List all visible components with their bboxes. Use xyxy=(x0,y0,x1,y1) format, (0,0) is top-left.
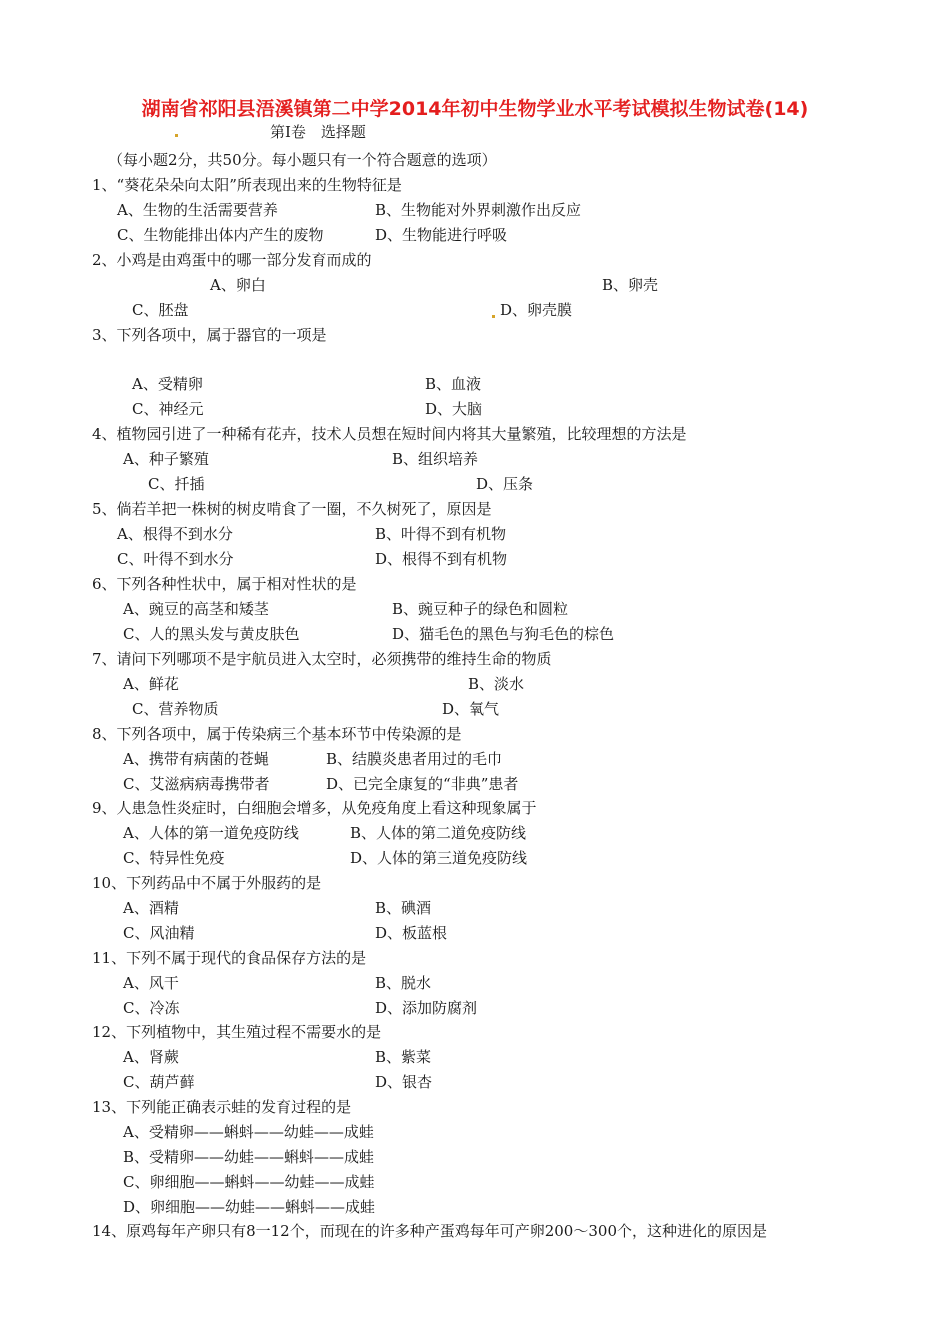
option: B、豌豆种子的绿色和圆粒 xyxy=(392,600,569,618)
question-stem: 2、小鸡是由鸡蛋中的哪一部分发育而成的 xyxy=(92,251,372,269)
option: D、根得不到有机物 xyxy=(375,550,508,568)
option: B、组织培养 xyxy=(392,450,479,468)
question-stem: 1、“葵花朵朵向太阳”所表现出来的生物特征是 xyxy=(92,176,402,194)
question-stem: 4、植物园引进了一种稀有花卉，技术人员想在短时间内将其大量繁殖，比较理想的方法是 xyxy=(92,425,687,443)
option: B、血液 xyxy=(425,375,482,393)
option: B、叶得不到有机物 xyxy=(375,525,507,543)
option: B、人体的第二道免疫防线 xyxy=(350,824,527,842)
option: A、人体的第一道免疫防线 xyxy=(123,824,299,842)
option: C、生物能排出体内产生的废物 xyxy=(117,226,324,244)
option: D、人体的第三道免疫防线 xyxy=(350,849,528,867)
option: D、大脑 xyxy=(425,400,483,418)
option: D、板蓝根 xyxy=(375,924,448,942)
option: B、生物能对外界刺激作出反应 xyxy=(375,201,582,219)
question-stem: 13、下列能正确表示蛙的发育过程的是 xyxy=(92,1098,352,1116)
question-stem: 3、下列各项中，属于器官的一项是 xyxy=(92,326,327,344)
option: C、特异性免疫 xyxy=(123,849,225,867)
option: D、卵壳膜 xyxy=(500,301,573,319)
question-stem: 6、下列各种性状中，属于相对性状的是 xyxy=(92,575,357,593)
option: A、受精卵——蝌蚪——幼蛙——成蛙 xyxy=(123,1123,374,1141)
option: A、鲜花 xyxy=(123,675,179,693)
option: C、营养物质 xyxy=(132,700,219,718)
question-stem: 5、倘若羊把一株树的树皮啃食了一圈，不久树死了，原因是 xyxy=(92,500,492,518)
option: B、碘酒 xyxy=(375,899,432,917)
option: A、携带有病菌的苍蝇 xyxy=(123,750,269,768)
option: C、神经元 xyxy=(132,400,204,418)
decorative-dot xyxy=(175,134,178,137)
option: C、卵细胞——蝌蚪——幼蛙——成蛙 xyxy=(123,1173,375,1191)
option: A、风干 xyxy=(123,974,179,992)
option: D、氧气 xyxy=(442,700,500,718)
option: C、风油精 xyxy=(123,924,195,942)
question-stem: 7、请问下列哪项不是宇航员进入太空时，必须携带的维持生命的物质 xyxy=(92,650,552,668)
option: C、胚盘 xyxy=(132,301,189,319)
option: C、葫芦藓 xyxy=(123,1073,195,1091)
option: A、根得不到水分 xyxy=(117,525,233,543)
option: C、扦插 xyxy=(148,475,205,493)
option: B、受精卵——幼蛙——蝌蚪——成蛙 xyxy=(123,1148,375,1166)
option: A、生物的生活需要营养 xyxy=(117,201,278,219)
section-heading: 第Ⅰ卷 选择题 xyxy=(270,123,366,141)
option: D、已完全康复的“非典”患者 xyxy=(326,775,519,793)
option: C、叶得不到水分 xyxy=(117,550,234,568)
question-stem: 11、下列不属于现代的食品保存方法的是 xyxy=(92,949,367,967)
option: C、艾滋病病毒携带者 xyxy=(123,775,270,793)
option: A、种子繁殖 xyxy=(123,450,209,468)
option: D、猫毛色的黑色与狗毛色的棕色 xyxy=(392,625,615,643)
option: A、豌豆的高茎和矮茎 xyxy=(123,600,269,618)
instruction: （每小题2分，共50分。每小题只有一个符合题意的选项） xyxy=(108,151,497,169)
option: A、卵白 xyxy=(210,276,266,294)
option: C、冷冻 xyxy=(123,999,180,1017)
option: B、结膜炎患者用过的毛巾 xyxy=(326,750,503,768)
option: B、脱水 xyxy=(375,974,432,992)
option: D、压条 xyxy=(476,475,534,493)
option: B、淡水 xyxy=(468,675,525,693)
question-stem: 9、人患急性炎症时，白细胞会增多，从免疫角度上看这种现象属于 xyxy=(92,799,537,817)
option: B、紫菜 xyxy=(375,1048,432,1066)
question-stem: 8、下列各项中，属于传染病三个基本环节中传染源的是 xyxy=(92,725,462,743)
option: A、酒精 xyxy=(123,899,179,917)
decorative-dot xyxy=(492,315,495,318)
question-stem: 10、下列药品中不属于外服药的是 xyxy=(92,874,322,892)
option: D、生物能进行呼吸 xyxy=(375,226,508,244)
question-stem: 14、原鸡每年产卵只有8一12个，而现在的许多种产蛋鸡每年可产卵200～300个，这种进化的原因是 xyxy=(92,1222,767,1240)
option: D、银杏 xyxy=(375,1073,433,1091)
option: A、肾蕨 xyxy=(123,1048,179,1066)
option: C、人的黑头发与黄皮肤色 xyxy=(123,625,300,643)
question-stem: 12、下列植物中，其生殖过程不需要水的是 xyxy=(92,1023,382,1041)
option: D、添加防腐剂 xyxy=(375,999,478,1017)
option: D、卵细胞——幼蛙——蝌蚪——成蛙 xyxy=(123,1198,376,1216)
exam-title: 湖南省祁阳县浯溪镇第二中学2014年初中生物学业水平考试模拟生物试卷(14) xyxy=(141,98,809,120)
option: B、卵壳 xyxy=(602,276,659,294)
option: A、受精卵 xyxy=(132,375,203,393)
